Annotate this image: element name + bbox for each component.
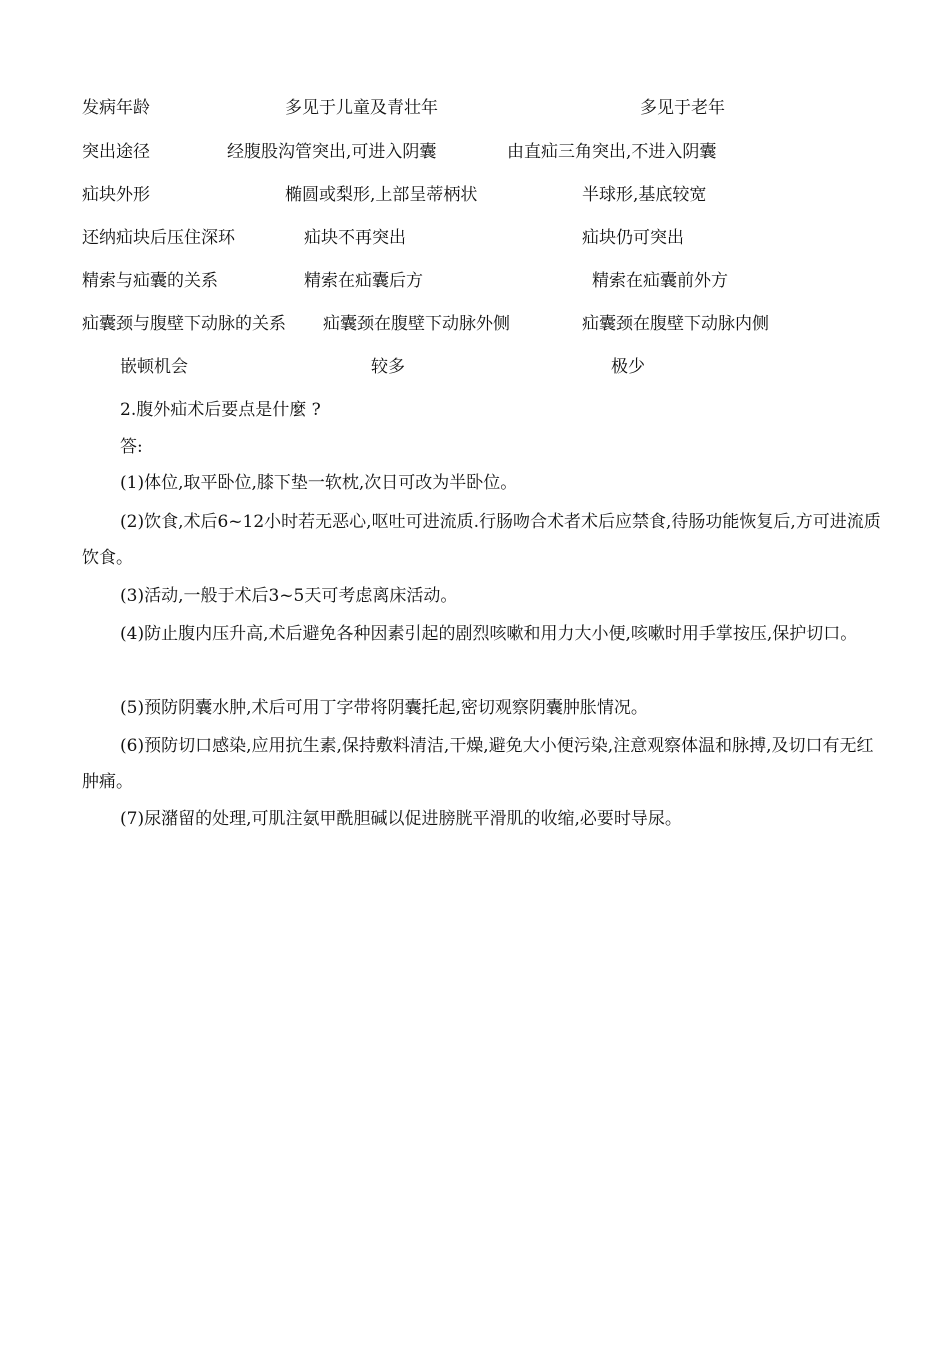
- row-label-cord: 精索与疝囊的关系: [82, 271, 218, 291]
- indirect-shape: 椭圆或梨形,上部呈蒂柄状: [285, 185, 478, 205]
- answer-point-7: (7)尿潴留的处理,可肌注氨甲酰胆碱以促进膀胱平滑肌的收缩,必要时导尿。: [120, 809, 682, 829]
- answer-point-5: (5)预防阴囊水肿,术后可用丁字带将阴囊托起,密切观察阴囊肿胀情况。: [120, 698, 648, 718]
- indirect-artery: 疝囊颈在腹壁下动脉外侧: [323, 314, 510, 334]
- answer-point-4: (4)防止腹内压升高,术后避免各种因素引起的剧烈咳嗽和用力大小便,咳嗽时用手掌按压,保护切口。: [120, 624, 858, 644]
- direct-cord: 精索在疝囊前外方: [592, 271, 728, 291]
- answer-point-3: (3)活动,一般于术后3~5天可考虑离床活动。: [120, 586, 458, 606]
- row-label-incarceration: 嵌顿机会: [120, 357, 188, 377]
- answer-label: 答:: [120, 437, 143, 457]
- indirect-route: 经腹股沟管突出,可进入阴囊: [227, 142, 437, 162]
- indirect-cord: 精索在疝囊后方: [304, 271, 423, 291]
- direct-route: 由直疝三角突出,不进入阴囊: [507, 142, 717, 162]
- direct-artery: 疝囊颈在腹壁下动脉内侧: [582, 314, 769, 334]
- indirect-compress: 疝块不再突出: [304, 228, 406, 248]
- row-label-age: 发病年龄: [82, 98, 150, 118]
- answer-point-1: (1)体位,取平卧位,膝下垫一软枕,次日可改为半卧位。: [120, 473, 518, 493]
- row-label-artery: 疝囊颈与腹壁下动脉的关系: [82, 314, 286, 334]
- row-label-shape: 疝块外形: [82, 185, 150, 205]
- answer-point-2: (2)饮食,术后6~12小时若无恶心,呕吐可进流质.行肠吻合术者术后应禁食,待肠功能恢复后,方可进流质饮食。: [82, 512, 881, 568]
- direct-shape: 半球形,基底较宽: [582, 185, 707, 205]
- row-label-route: 突出途径: [82, 142, 150, 162]
- indirect-age: 多见于儿童及青壮年: [285, 98, 438, 118]
- answer-point-6: (6)预防切口感染,应用抗生素,保持敷料清洁,干燥,避免大小便污染,注意观察体温和脉搏,及切口有无红肿痛。: [82, 736, 874, 792]
- direct-incarceration: 极少: [611, 357, 645, 377]
- direct-compress: 疝块仍可突出: [582, 228, 684, 248]
- direct-age: 多见于老年: [640, 98, 725, 118]
- question-heading: 2.腹外疝术后要点是什麼 ?: [120, 400, 321, 420]
- row-label-compress: 还纳疝块后压住深环: [82, 228, 235, 248]
- indirect-incarceration: 较多: [371, 357, 405, 377]
